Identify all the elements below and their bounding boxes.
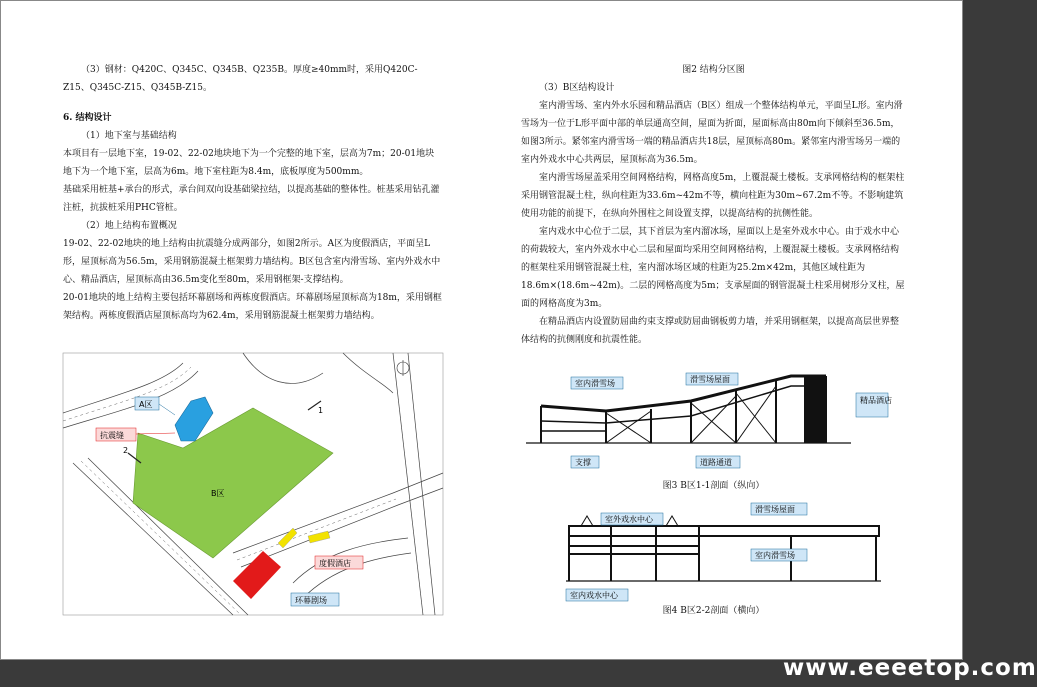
section-mark-2: 2 — [123, 446, 129, 455]
label-road-passage: 道路通道 — [700, 458, 732, 467]
label-ski-indoor: 室内滑雪场 — [575, 379, 615, 388]
label-indoor-water: 室内戏水中心 — [570, 591, 618, 600]
section-heading-structure: 6. 结构设计 — [63, 113, 112, 123]
figure-4-caption-wrap — [521, 602, 906, 620]
paragraph-2001: 20-01地块的地上结构主要包括环幕剧场和两栋度假酒店。环幕剧场屋顶标高为18m，采用钢框架结构。两栋度假酒店屋顶标高均为62.4m，采用钢筋混凝土框架剪力墙结构。 — [63, 293, 442, 321]
label-ski-roof: 滑雪场屋面 — [690, 375, 730, 384]
figure-4-transverse-section — [521, 501, 901, 606]
figure-2-site-plan — [63, 353, 443, 615]
subheading-b-zone: （3）B区结构设计 — [539, 83, 615, 93]
label-theater: 环幕剧场 — [295, 596, 327, 605]
paragraph-boutique-hotel: 在精品酒店内设置防屈曲约束支撑或防屈曲钢板剪力墙，并采用钢框架，以提高高层世界整体结构的抗侧刚度和抗震性能。 — [521, 317, 900, 345]
label-a-zone: A区 — [139, 400, 153, 409]
section-mark-1: 1 — [318, 406, 324, 415]
right-column — [521, 61, 906, 349]
label-bracing: 支撑 — [575, 458, 591, 467]
subheading-above-ground: （2）地上结构布置概况 — [81, 221, 177, 231]
left-column — [63, 61, 443, 325]
label-boutique-hotel: 精品酒店 — [860, 396, 892, 405]
label-outdoor-water: 室外戏水中心 — [605, 515, 653, 524]
paragraph-ski-roof: 室内滑雪场屋盖采用空间网格结构，网格高度5m，上覆混凝土楼板。支承网格结构的框架柱采用钢管混凝土柱，纵向柱距为33.6m~42m不等，横向柱距为30m~67.2m不等。不影响建筑使用功能的前提下，在纵向外围柱之间设置支撑，以提高结构的抗侧性能。 — [521, 173, 905, 219]
label-b-zone: B区 — [211, 489, 225, 498]
figure-2-caption: 图2 结构分区图 — [682, 65, 745, 75]
watermark: www.eeeetop.com — [783, 655, 1037, 681]
paragraph-steel: （3）钢材：Q420C、Q345C、Q345B、Q235B。厚度≥40mm时，采用Q420C-Z15、Q345C-Z15、Q345B-Z15。 — [63, 65, 418, 93]
paragraph-water-center: 室内戏水中心位于二层，其下首层为室内溜冰场，屋面以上是室外戏水中心。由于戏水中心的荷载较大，室内外戏水中心二层和屋面均采用空间网格结构，上覆混凝土楼板。支承网格结构的框架柱采用钢管混凝土柱，室内溜冰场区域的柱距为25.2m×42m，其他区域柱距为18.6m×(18.6m~42m)。二层的网格高度为5m；支承屋面的钢管混凝土柱采用树形分叉柱，屋面的网格高度为3m。 — [521, 227, 905, 309]
label-resort-hotel: 度假酒店 — [319, 559, 351, 568]
label-ski-roof-4: 滑雪场屋面 — [755, 505, 795, 514]
subheading-basement: （1）地下室与基础结构 — [81, 131, 177, 141]
paragraph-b-zone-intro: 室内滑雪场、室内外水乐园和精品酒店（B区）组成一个整体结构单元，平面呈L形。室内滑雪场为一位于L形平面中部的单层通高空间，屋面为折面，屋面标高由80m向下倾斜至36.5m，如图3所示。紧邻室内滑雪场一端的精品酒店共18层，屋顶标高80m。紧邻室内滑雪场另一端的室内外戏水中心共两层，屋顶标高为36.5m。 — [521, 101, 903, 165]
figure-3-longitudinal-section — [521, 371, 901, 476]
figure-3-caption: 图3 B区1-1剖面（纵向） — [662, 481, 765, 491]
label-ski-indoor-4: 室内滑雪场 — [755, 551, 795, 560]
figure-4-caption: 图4 B区2-2剖面（横向） — [662, 606, 765, 616]
figure-3-caption-wrap — [521, 477, 906, 495]
paragraph-foundation: 基础采用桩基+承台的形式，承台间双向设基础梁拉结，以提高基础的整体性。桩基采用钻孔灌注桩，抗拔桩采用PHC管桩。 — [63, 185, 440, 213]
paragraph-zoning: 19-02、22-02地块的地上结构由抗震缝分成两部分，如图2所示。A区为度假酒店，平面呈L形，屋顶标高为56.5m，采用钢筋混凝土框架剪力墙结构。B区包含室内滑雪场、室内外戏水中心、精品酒店，屋顶标高由36.5m变化至80m，采用钢框架-支撑结构。 — [63, 239, 441, 285]
label-seismic-joint: 抗震缝 — [100, 431, 124, 440]
hotel-tower-shape — [804, 376, 826, 443]
paragraph-basement: 本项目有一层地下室，19-02、22-02地块地下为一个完整的地下室，层高为7m；20-01地块地下为一个地下室，层高为6m。地下室柱距为8.4m，底板厚度为500mm。 — [63, 149, 435, 177]
